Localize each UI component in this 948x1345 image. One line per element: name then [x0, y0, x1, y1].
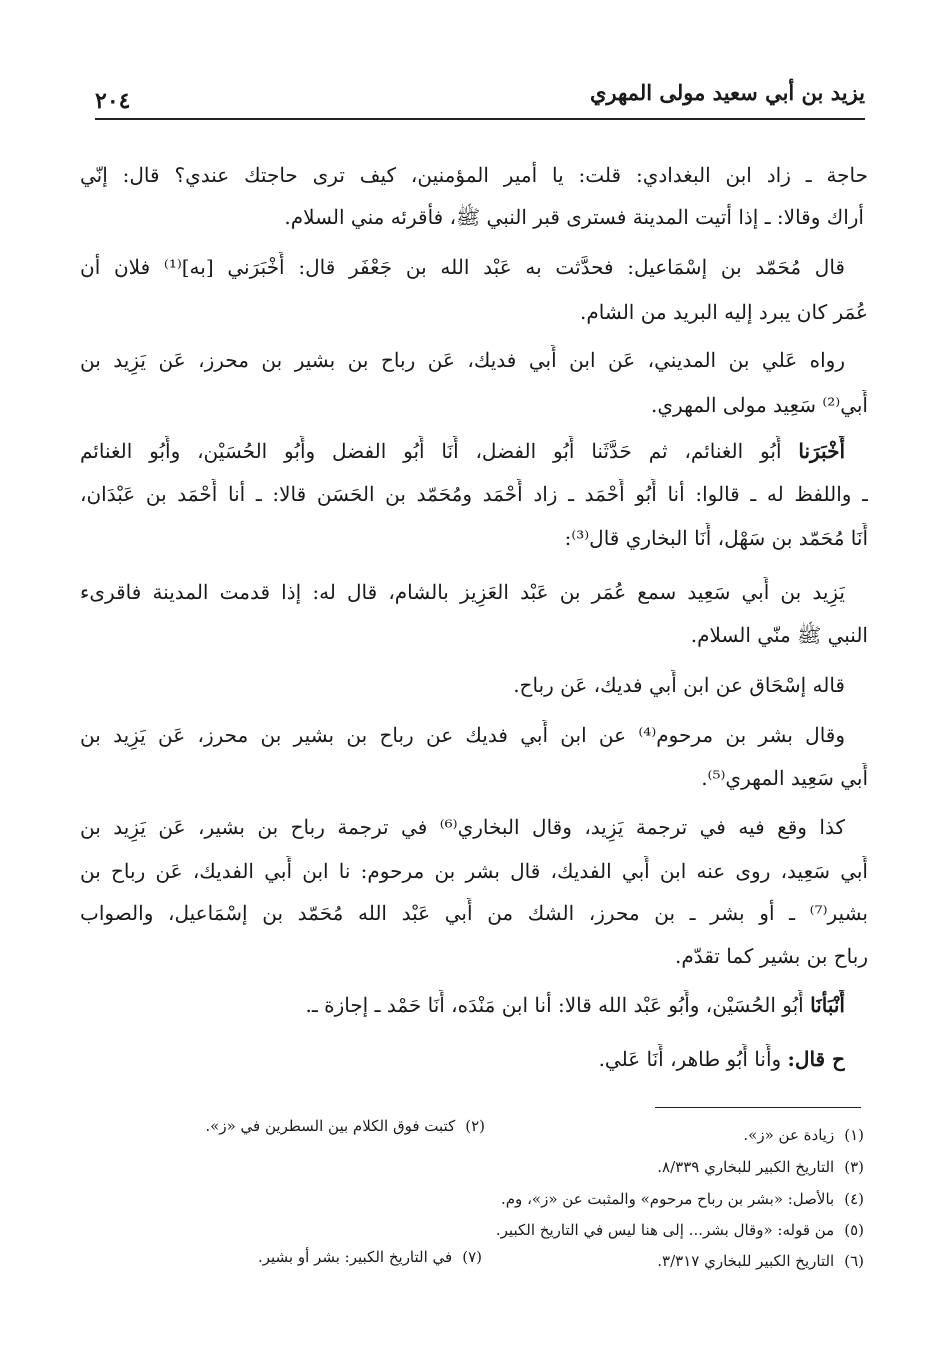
page-number: ٢٠٤: [95, 88, 131, 114]
footnote: (١)زيادة عن «ز».: [743, 1126, 864, 1144]
text-line: يَزِيد بن أَبي سَعِيد سمع عُمَر بن عَبْد العَزِيز بالشام، قال له: إذا قدمت المدينة فاقرىء: [80, 580, 845, 604]
text-line: أَبي سَعِيد، روى عنه ابن أَبي الفديك، قال بشر بن مرحوم: نا ابن أَبي الفديك، عَن رباح بن: [80, 859, 868, 883]
isnad-lead: أَنْبَأنَا: [810, 993, 845, 1017]
text-line: وقال بشر بن مرحوم⁽⁴⁾ عن ابن أَبي فديك عن رباح بن بشير بن محرز، عَن يَزِيد بن: [80, 723, 845, 747]
text-line: أَخْبَرَنا أَبُو الغنائم، ثم حَدَّثَنا أَبُو الفضل، أَنَا أَبُو الفضل وأَبُو الحُسَيْن، وأَبُو الغنائم: [80, 439, 845, 463]
text-line: ـ واللفظ له ـ قالوا: أنا أَبُو أَحْمَد ـ زاد أَحْمَد ومُحَمّد بن الحَسَن قالا: ـ أنا أَحْمَد بن عَبْدَان،: [80, 482, 868, 506]
header-rule: [95, 118, 865, 120]
text-line: النبي ﷺ منّي السلام.: [690, 623, 868, 647]
text-line: قال مُحَمّد بن إسْمَاعيل: فحدَّثت به عَبْد الله بن جَعْفَر قال: أَخْبَرَني [به]⁽¹⁾ فلان أن: [80, 255, 845, 279]
text-line: أراك وقالا: ـ إذا أتيت المدينة فسترى قبر النبي ﷺ، فأقرئه مني السلام.: [284, 205, 864, 229]
text-line: قاله إسْحَاق عن ابن أَبي فديك، عَن رباح.: [513, 673, 845, 697]
text-line: رواه عَلي بن المديني، عَن ابن أَبي فديك، عَن رباح بن بشير بن محرز، عَن يَزِيد بن: [80, 348, 845, 372]
text-line: أَنَا مُحَمّد بن سَهْل، أَنَا البخاري قال⁽³⁾:: [564, 526, 868, 550]
text-line: كذا وقع فيه في ترجمة يَزِيد، وقال البخاري⁽⁶⁾ في ترجمة رباح بن بشير، عَن يَزِيد بن: [80, 815, 845, 839]
footnote: (٢)كتبت فوق الكلام بين السطرين في «ز».: [205, 1117, 485, 1135]
footnote: (٦)التاريخ الكبير للبخاري ٣/٣١٧.: [657, 1252, 864, 1270]
footnote: (٤)بالأصل: «بشر بن رباح مرحوم» والمثبت عن «ز»، وم.: [501, 1190, 864, 1208]
text-line: أَنْبَأنَا أَبُو الحُسَيْن، وأَبُو عَبْد الله قالا: أنا ابن مَنْدَه، أَنَا حَمْد ـ إجازة ـ.: [305, 993, 845, 1017]
text-line: أَبي⁽²⁾ سَعِيد مولى المهري.: [651, 393, 868, 417]
running-title: يزيد بن أبي سعيد مولى المهري: [589, 80, 865, 105]
footnote: (٣)التاريخ الكبير للبخاري ٨/٣٣٩.: [657, 1158, 864, 1176]
text-line: ح قال: وأَنا أَبُو طاهر، أَنَا عَلي.: [598, 1047, 845, 1071]
text-line: عُمَر كان يبرد إليه البريد من الشام.: [580, 300, 868, 324]
isnad-lead: ح قال:: [787, 1047, 845, 1071]
text-line: حاجة ـ زاد ابن البغدادي: قلت: يا أمير المؤمنين، كيف ترى حاجتك عندي؟ قال: إنّي: [80, 163, 868, 187]
text-line: أَبي سَعِيد المهري⁽⁵⁾.: [701, 766, 868, 790]
footnote: (٧)في التاريخ الكبير: بشر أو بشير.: [257, 1248, 482, 1266]
isnad-lead: أَخْبَرَنا: [798, 439, 845, 463]
footnote-rule: [655, 1107, 861, 1108]
running-header: [95, 62, 865, 114]
text-line: رباح بن بشير كما تقدّم.: [674, 944, 868, 968]
footnote: (٥)من قوله: «وقال بشر... إلى هنا ليس في التاريخ الكبير.: [495, 1221, 864, 1239]
text-line: بشير⁽⁷⁾ ـ أو بشر ـ بن محرز، الشك من أَبي عَبْد الله مُحَمّد بن إسْمَاعيل، والصواب: [80, 901, 868, 925]
